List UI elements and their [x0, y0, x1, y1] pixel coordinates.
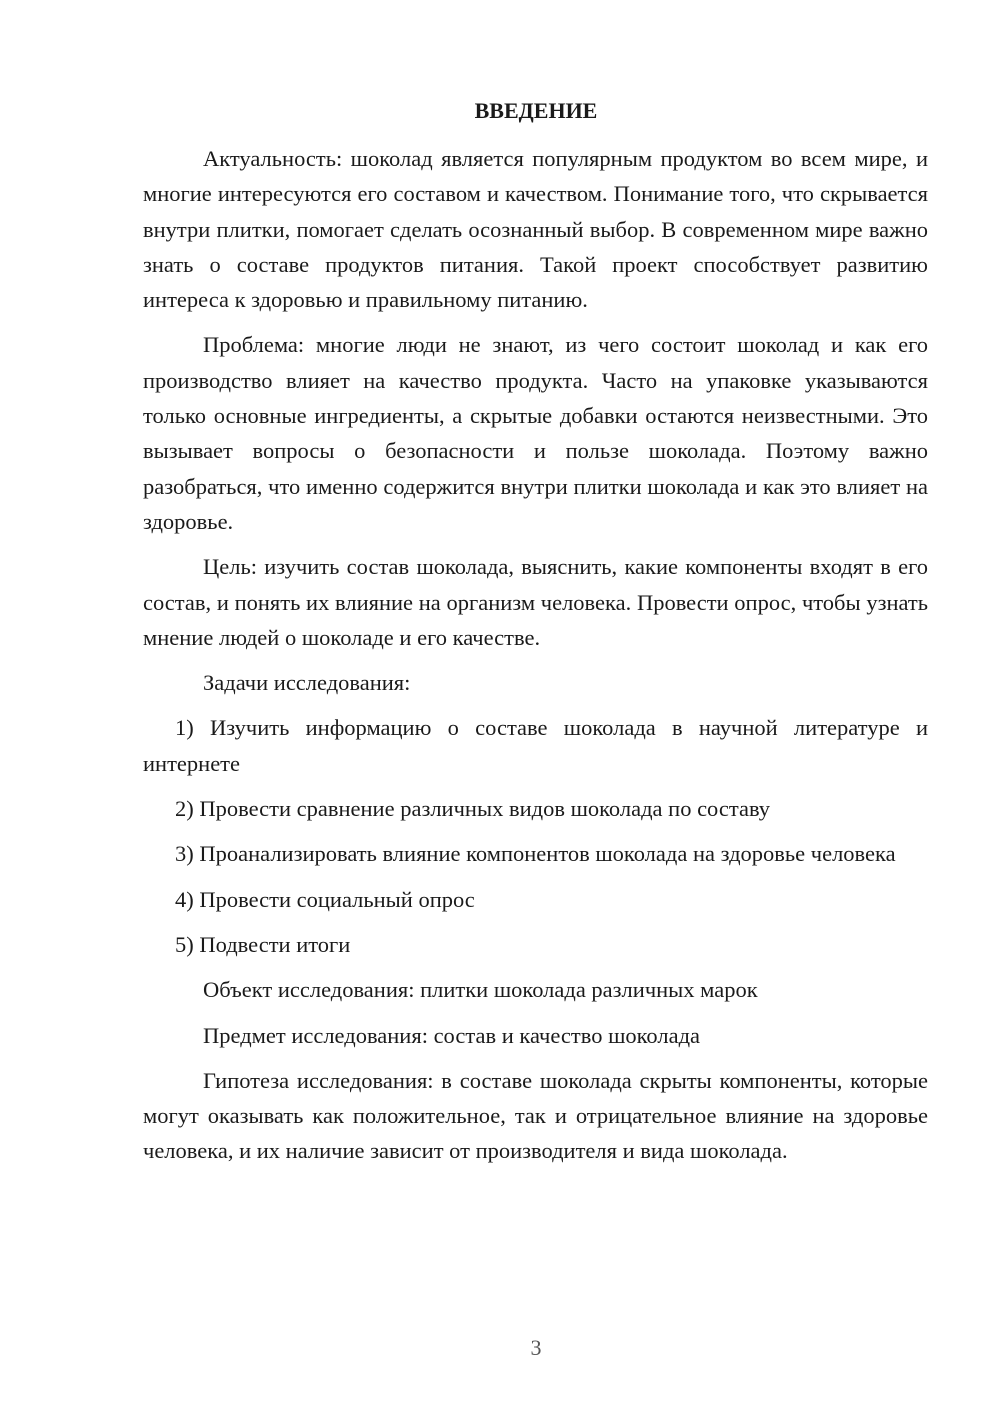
tasks-list	[143, 710, 928, 962]
goal-paragraph: Цель: изучить состав шоколада, выяснить, какие компоненты входят в его состав, и понять их влияние на организм человека. Провести опрос, чтобы узнать мнение людей о шоколаде и его качестве.	[143, 554, 928, 650]
relevance-paragraph: Актуальность: шоколад является популярным продуктом во всем мире, и многие интересуются его составом и качеством. Понимание того, что скрывается внутри плитки, помогает сделать осознанный выбор. В современном мире важно знать о составе продуктов питания. Такой проект способствует развитию интереса к здоровью и правильному питанию.	[143, 146, 928, 313]
research-subject-paragraph: Предмет исследования: состав и качество шоколада	[203, 1022, 701, 1048]
task-item: 4) Провести социальный опрос	[175, 886, 475, 912]
page-number: 3	[530, 1335, 542, 1360]
problem-paragraph: Проблема: многие люди не знают, из чего состоит шоколад и как его производство влияет на качество продукта. Часто на упаковке указываются только основные ингредиенты, а скрытые добавки остаются неизвестными. Это вызывает вопросы о безопасности и пользе шоколада. Поэтому важно разобраться, что именно содержится внутри плитки шоколада и как это влияет на здоровье.	[143, 332, 928, 534]
task-item: 1) Изучить информацию о составе шоколада в научной литературе и интернете	[143, 715, 928, 776]
task-item: 5) Подвести итоги	[175, 931, 351, 957]
tasks-heading: Задачи исследования:	[203, 670, 411, 696]
page-title: ВВЕДЕНИЕ	[474, 98, 598, 123]
task-item: 3) Проанализировать влияние компонентов шоколада на здоровье человека	[175, 841, 896, 867]
hypothesis-paragraph: Гипотеза исследования: в составе шоколада скрыты компоненты, которые могут оказывать как положительное, так и отрицательное влияние на здоровье человека, и их наличие зависит от производителя и вида шоколада.	[143, 1067, 928, 1164]
research-object-paragraph: Объект исследования: плитки шоколада различных марок	[203, 977, 758, 1003]
document-body	[143, 141, 928, 1179]
task-item: 2) Провести сравнение различных видов шоколада по составу	[175, 796, 771, 822]
